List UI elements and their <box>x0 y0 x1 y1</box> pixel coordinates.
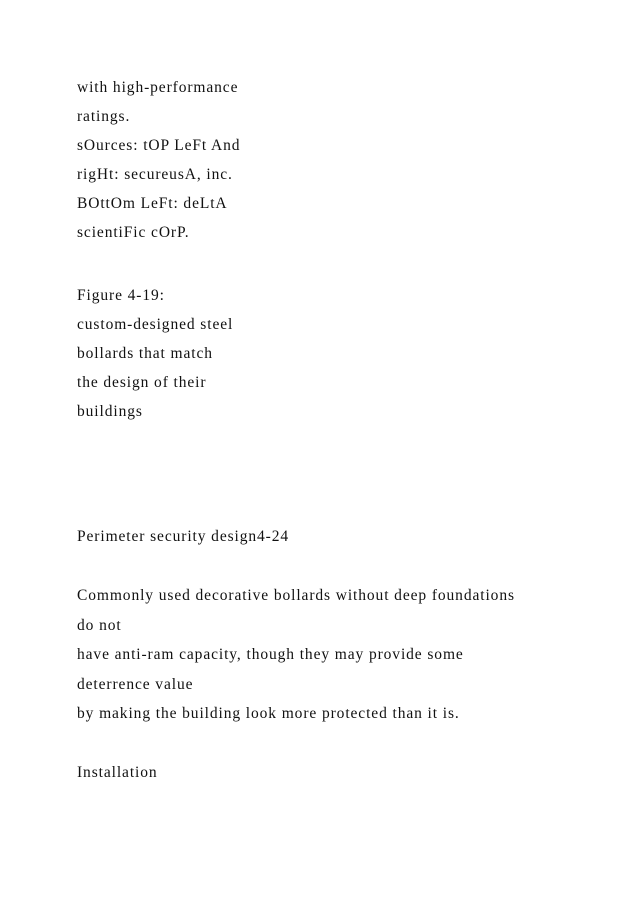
running-header: Perimeter security design4-24 <box>77 528 290 545</box>
paragraph-line: do not <box>77 617 122 634</box>
figure-caption-line: the design of their <box>77 374 207 391</box>
paragraph-line: deterrence value <box>77 676 194 693</box>
figure-caption-line: Figure 4-19: <box>77 287 165 304</box>
caption-line: sOurces: tOP LeFt And <box>77 137 241 154</box>
caption-line: ratings. <box>77 108 131 125</box>
caption-line: BOttOm LeFt: deLtA <box>77 195 228 212</box>
paragraph-line: have anti-ram capacity, though they may provide some <box>77 646 464 663</box>
caption-line: scientiFic cOrP. <box>77 224 190 241</box>
figure-caption-line: buildings <box>77 403 143 420</box>
paragraph-line: Commonly used decorative bollards without deep foundations <box>77 587 515 604</box>
caption-line: with high-performance <box>77 79 239 96</box>
paragraph-line: by making the building look more protected than it is. <box>77 705 460 722</box>
figure-caption-line: bollards that match <box>77 345 213 362</box>
section-heading: Installation <box>77 764 158 781</box>
caption-line: rigHt: secureusA, inc. <box>77 166 233 183</box>
figure-caption-line: custom-designed steel <box>77 316 234 333</box>
